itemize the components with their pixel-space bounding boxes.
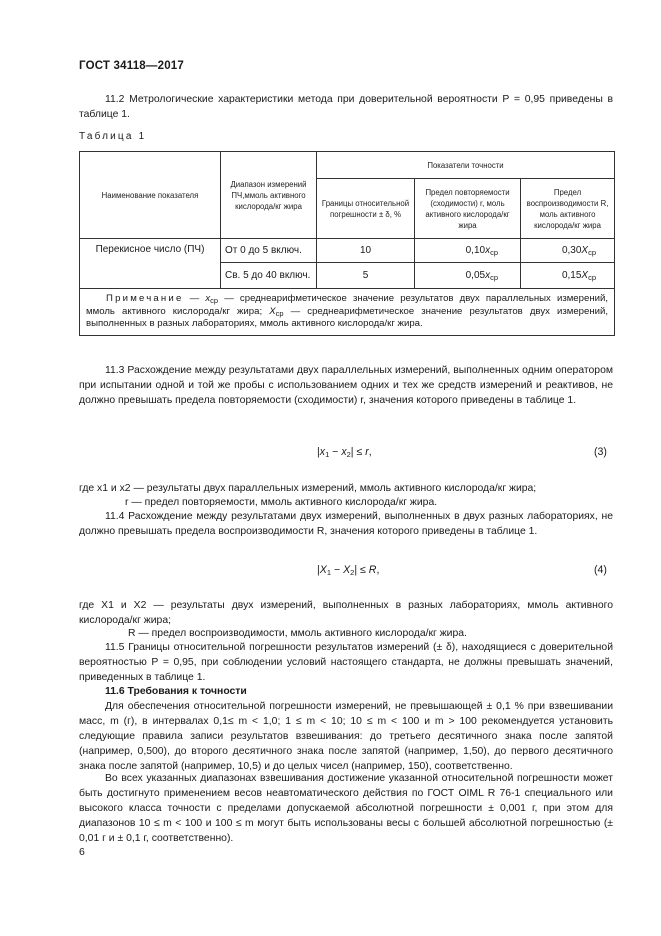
formula-4: $|X_1 - X_2| \le R$,: [317, 564, 380, 577]
row2-reproducibility: $0,15X_{ср}$: [521, 263, 615, 289]
paragraph-11-4: 11.4 Расхождение между результатами двух измерений, выполненных в двух разных лабораториях, не должно превышать предела воспроизводимости R, значения которого приведены в таблице 1.: [79, 511, 613, 537]
paragraph-11-3: 11.3 Расхождение между результатами двух параллельных измерений, выполненных одним оператором при испытании одной и той же пробы с использованием одних и тех же средств измерений и реактивов, не должно превышать предела повторяемости (сходимости) r, значения которого приведены в таблице 1.: [79, 365, 613, 406]
row1-range: От 0 до 5 включ.: [221, 239, 317, 263]
equation-number-4: (4): [594, 564, 607, 576]
paragraph-11-6a: Для обеспечения относительной погрешности измерений, не превышающей ± 0,1 % при взвешивании масс, m (г), в интервалах 0,1≤ m < 1,0; 1 ≤ m < 10; 10 ≤ m < 100 и m > 100 рекомендуется установить следующие правила записи результатов взвешивания: до третьего десятичного знака после запятой (например, 0,500), до второго десятичного знака после запятой (например, 1,50), до первого десятичного знака после запятой (например, 10,5) и до целых чисел (например, 150), соответственно.: [79, 701, 613, 772]
note-text-2: — среднеарифметическое значение результатов двух измерений, выполненных в разных лабораториях, ммоль активного кислорода/кг жира.: [86, 305, 609, 329]
paragraph-11-5: 11.5 Границы относительной погрешности результатов измерений (± δ), находящиеся с доверительной вероятностью Р = 0,95, при соблюдении условий настоящего стандарта, не должны превышать значений, приведенных в таблице 1.: [79, 642, 613, 683]
accuracy-table: [79, 151, 615, 336]
formula-3: $|x_1 - x_2| \le r$,: [317, 446, 372, 459]
where-clause-2a: где X1 и X2 — результаты двух измерений, выполненных в разных лабораториях, ммоль активного кислорода/кг жира;: [79, 600, 613, 626]
row2-range: Св. 5 до 40 включ.: [221, 263, 317, 289]
where-clause-2b: R — предел воспроизводимости, ммоль активного кислорода/кг жира.: [128, 628, 467, 639]
row1-delta: 10: [317, 239, 415, 263]
row1-repeatability: $0,10x_{ср}$: [415, 239, 521, 263]
table-caption: Таблица 1: [79, 131, 147, 142]
heading-11-6: 11.6 Требования к точности: [105, 686, 247, 697]
header-indicator-name: Наименование показателя: [80, 152, 221, 239]
equation-number-3: (3): [594, 446, 607, 458]
page-number: 6: [79, 846, 85, 858]
header-repeatability: Предел повторяемости (сходимости) r, моль активного кислорода/кг жира: [415, 179, 521, 239]
header-reproducibility: Предел воспроизводимости R, моль активного кислорода/кг жира: [521, 179, 615, 239]
header-error-bounds: Границы относительной погрешности ± δ, %: [317, 179, 415, 239]
header-accuracy-group: Показатели точности: [317, 152, 615, 179]
note-label: Примечание: [106, 293, 184, 304]
row-indicator-name: Перекисное число (ПЧ): [80, 239, 221, 289]
table-note: Примечание — $x_{ср}$ — среднеарифметическое значение результатов двух параллельных измерений, ммоль активного кислорода/кг жира; $X_{ср}$ — среднеарифметическое значение результатов двух измерений, выполненных в разных лабораториях, ммоль активного кислорода/кг жира.: [80, 289, 615, 336]
note-text-1: — среднеарифметическое значение результатов двух параллельных измерений, ммоль активного кислорода/кг жира;: [86, 293, 609, 317]
row2-repeatability: $0,05x_{ср}$: [415, 263, 521, 289]
where-clause-1b: r — предел повторяемости, ммоль активного кислорода/кг жира.: [125, 497, 438, 508]
paragraph-11-2: 11.2 Метрологические характеристики метода при доверительной вероятности Р = 0,95 приведены в таблице 1.: [79, 94, 613, 120]
header-measurement-range: Диапазон измерений ПЧ,ммоль активного кислорода/кг жира: [221, 152, 317, 239]
paragraph-11-6b: Во всех указанных диапазонах взвешивания достижение указанной относительной погрешности может быть достигнуто применением весов неавтоматического действия по ГОСТ OIML R 76-1 специального или высокого класса точности с пределами допускаемой абсолютной погрешности ± 0,001 г, при этом для диапазонов 10 ≤ m < 100 и 100 ≤ m могут быть использованы весы с большей абсолютной погрешностью (± 0,01 г и ± 0,1 г, соответственно).: [79, 773, 613, 844]
document-header: ГОСТ 34118—2017: [79, 60, 184, 72]
row2-delta: 5: [317, 263, 415, 289]
where-clause-1a: где x1 и x2 — результаты двух параллельных измерений, ммоль активного кислорода/кг жира;: [79, 483, 537, 494]
row1-reproducibility: $0,30X_{ср}$: [521, 239, 615, 263]
